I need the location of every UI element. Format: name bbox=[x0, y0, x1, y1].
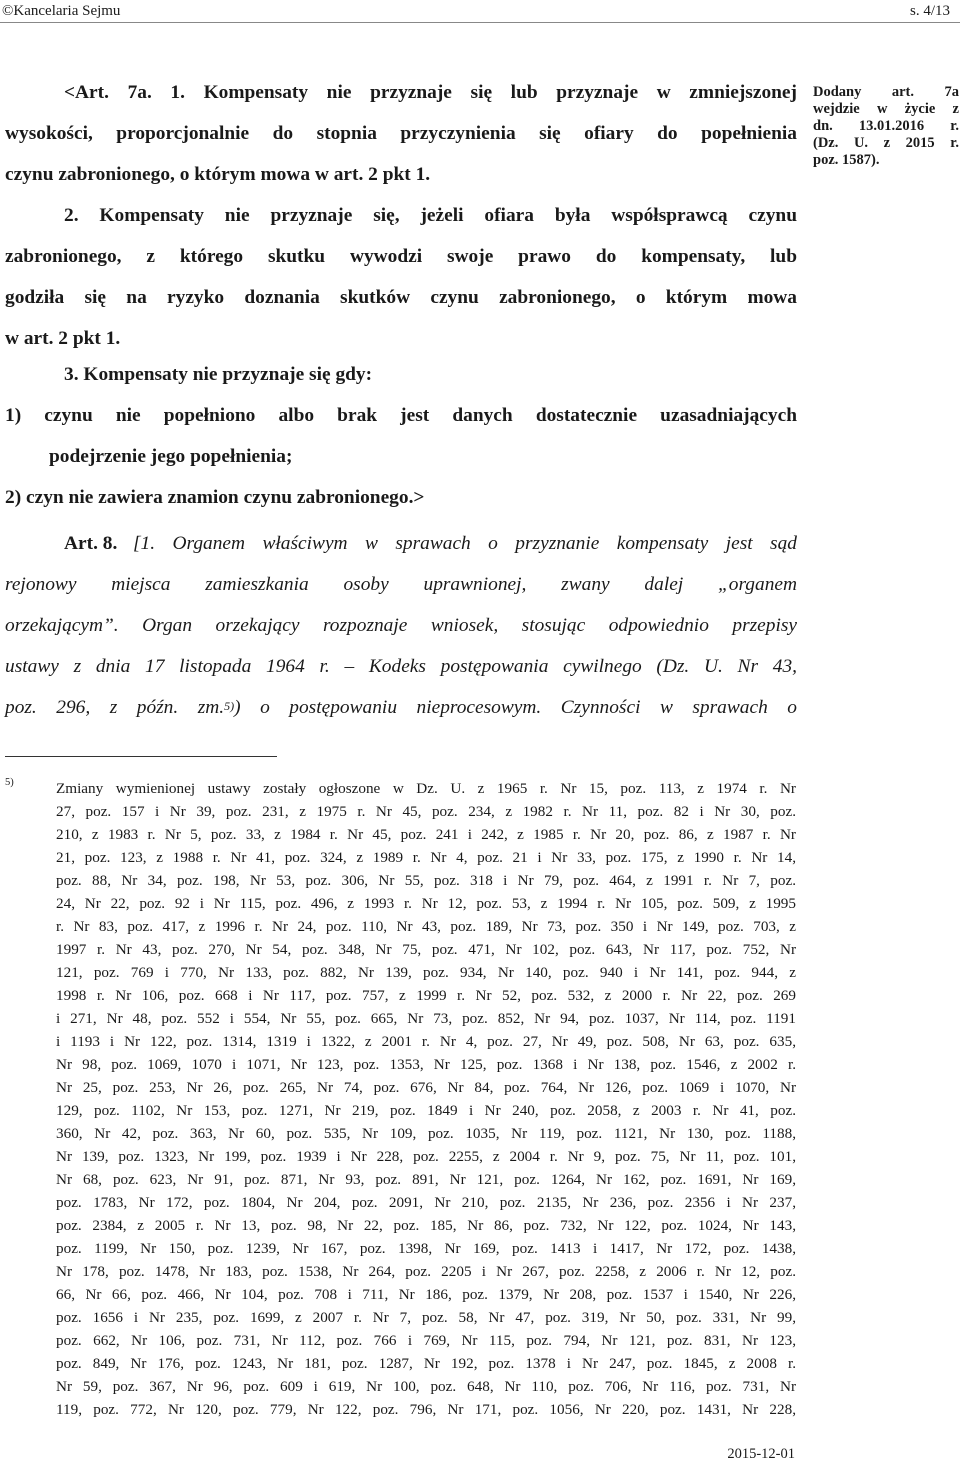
footnote-line: Nr 59, poz. 367, Nr 96, poz. 609 i 619, Nr 100, poz. 648, Nr 110, poz. 706, Nr 116, poz. 731, Nr bbox=[56, 1378, 796, 1395]
footnote-line: poz. 88, Nr 34, poz. 198, Nr 53, poz. 306, Nr 55, poz. 318 i Nr 79, poz. 464, z 1991 r. Nr 7, poz. bbox=[56, 872, 796, 889]
margin-note-line: Dodany art. 7a bbox=[813, 84, 959, 100]
art7a-line: zabronionego, z którego skutku wywodzi swoje prawo do kompensaty, lub bbox=[5, 246, 797, 267]
header-divider bbox=[0, 22, 960, 23]
art8-line-5b: ) o postępowaniu nieprocesowym. Czynności w sprawach o bbox=[234, 697, 797, 718]
footnote-separator bbox=[5, 756, 277, 757]
footnote-line: i 1193 i Nr 122, poz. 1314, 1319 i 1322, z 2001 r. Nr 4, poz. 27, Nr 49, poz. 508, Nr 63, poz. 635, bbox=[56, 1033, 796, 1050]
margin-note-line: (Dz. U. z 2015 r. bbox=[813, 135, 959, 151]
art7a-line: <Art. 7a. 1. Kompensaty nie przyznaje się lub przyznaje w zmniejszonej bbox=[64, 82, 797, 103]
art7a-line: w art. 2 pkt 1. bbox=[5, 328, 121, 349]
footnote-line: poz. 1199, Nr 150, poz. 1239, Nr 167, poz. 1398, Nr 169, poz. 1413 i 1417, Nr 172, poz. 1438, bbox=[56, 1240, 796, 1257]
art8-label: Art. 8. bbox=[64, 533, 118, 554]
art8-line: [1. Organem właściwym w sprawach o przyznanie kompensaty jest sąd bbox=[133, 533, 797, 554]
footnote-line: Nr 178, poz. 1478, Nr 183, poz. 1538, Nr 264, poz. 2205 i Nr 267, poz. 2258, z 2006 r. Nr 12, poz. bbox=[56, 1263, 796, 1280]
art8-line: rejonowy miejsca zamieszkania osoby uprawnionej, zwany dalej „organem bbox=[5, 574, 797, 595]
footnote-line: r. Nr 83, poz. 417, z 1996 r. Nr 24, poz. 110, Nr 43, poz. 189, Nr 73, poz. 350 i Nr 149, poz. 703, z bbox=[56, 918, 796, 935]
footnote-line: Nr 68, poz. 623, Nr 91, poz. 871, Nr 93, poz. 891, Nr 121, poz. 1264, Nr 162, poz. 1691, Nr 169, bbox=[56, 1171, 796, 1188]
art7a-point-2: 2) czyn nie zawiera znamion czynu zabronionego.> bbox=[5, 487, 425, 508]
footnote-line: poz. 1783, Nr 172, poz. 1804, Nr 204, poz. 2091, Nr 210, poz. 2135, Nr 236, poz. 2356 i Nr 237, bbox=[56, 1194, 796, 1211]
footnote-mark: 5) bbox=[5, 777, 14, 788]
art8-line-last bbox=[5, 696, 797, 720]
margin-note-line: dn. 13.01.2016 r. bbox=[813, 118, 959, 134]
header-page-number: s. 4/13 bbox=[909, 3, 950, 19]
footnote-line: 360, Nr 42, poz. 363, Nr 60, poz. 535, Nr 109, poz. 1035, Nr 119, poz. 1121, Nr 130, poz. 1188, bbox=[56, 1125, 796, 1142]
footnote-line: poz. 662, Nr 106, poz. 731, Nr 112, poz. 766 i 769, Nr 115, poz. 794, Nr 121, poz. 831, Nr 123, bbox=[56, 1332, 796, 1349]
margin-note-line: poz. 1587). bbox=[813, 152, 880, 168]
footnote-line: 210, z 1983 r. Nr 5, poz. 33, z 1984 r. Nr 45, poz. 241 i 242, z 1985 r. Nr 20, poz. 86, z 1987 r. Nr bbox=[56, 826, 796, 843]
footnote-line: Nr 98, poz. 1069, 1070 i 1071, Nr 123, poz. 1353, Nr 125, poz. 1368 i Nr 138, poz. 1546, z 2002 r. bbox=[56, 1056, 796, 1073]
footnote-line: 119, poz. 772, Nr 120, poz. 779, Nr 122, poz. 796, Nr 171, poz. 1056, Nr 220, poz. 1431, Nr 228, bbox=[56, 1401, 796, 1418]
art7a-line: godziła się na ryzyko doznania skutków czynu zabronionego, o którym mowa bbox=[5, 287, 797, 308]
footnote-line: poz. 849, Nr 176, poz. 1243, Nr 181, poz. 1287, Nr 192, poz. 1378 i Nr 247, poz. 1845, z 2008 r. bbox=[56, 1355, 796, 1372]
footnote-line: 24, Nr 22, poz. 92 i Nr 115, poz. 496, z 1993 r. Nr 12, poz. 53, z 1994 r. Nr 105, poz. 509, z 1995 bbox=[56, 895, 796, 912]
art7a-point-1: 1) czynu nie popełniono albo brak jest danych dostatecznie uzasadniających bbox=[5, 405, 797, 426]
margin-note-line: wejdzie w życie z bbox=[813, 101, 959, 117]
footnote-line: 121, poz. 769 i 770, Nr 133, poz. 882, Nr 139, poz. 934, Nr 140, poz. 940 i Nr 141, poz. 944, z bbox=[56, 964, 796, 981]
footnote-line: poz. 2384, z 2005 r. Nr 13, poz. 98, Nr 22, poz. 185, Nr 86, poz. 732, Nr 122, poz. 1024, Nr 143, bbox=[56, 1217, 796, 1234]
footnote-line: i 271, Nr 48, poz. 552 i 554, Nr 55, poz. 665, Nr 73, poz. 852, Nr 94, poz. 1037, Nr 114, poz. 1191 bbox=[56, 1010, 796, 1027]
art7a-line: wysokości, proporcjonalnie do stopnia przyczynienia się ofiary do popełnienia bbox=[5, 123, 797, 144]
footnote-line: 1998 r. Nr 106, poz. 668 i Nr 117, poz. 757, z 1999 r. Nr 52, poz. 532, z 2000 r. Nr 22, poz. 269 bbox=[56, 987, 796, 1004]
art7a-point-1-cont: podejrzenie jego popełnienia; bbox=[49, 446, 293, 467]
art7a-line: czynu zabronionego, o którym mowa w art. 2 pkt 1. bbox=[5, 164, 431, 185]
footnote-line: Nr 25, poz. 253, Nr 26, poz. 265, Nr 74, poz. 676, Nr 84, poz. 764, Nr 126, poz. 1069 i 1070, Nr bbox=[56, 1079, 796, 1096]
art7a-line: 2. Kompensaty nie przyznaje się, jeżeli ofiara była współsprawcą czynu bbox=[64, 205, 797, 226]
footnote-line: 27, poz. 157 i Nr 39, poz. 231, z 1975 r. Nr 45, poz. 234, z 1982 r. Nr 11, poz. 82 i Nr 30, poz. bbox=[56, 803, 796, 820]
footnote-line: Nr 139, poz. 1323, Nr 199, poz. 1939 i Nr 228, poz. 2255, z 2004 r. Nr 9, poz. 75, Nr 11, poz. 101, bbox=[56, 1148, 796, 1165]
art7a-line: 3. Kompensaty nie przyznaje się gdy: bbox=[64, 364, 373, 385]
footnote-line: 129, poz. 1102, Nr 153, poz. 1271, Nr 219, poz. 1849 i Nr 240, poz. 2058, z 2003 r. Nr 41, poz. bbox=[56, 1102, 796, 1119]
art8-line: orzekającym”. Organ orzekający rozpoznaje wniosek, stosując odpowiednio przepisy bbox=[5, 615, 797, 636]
footnote-line: 66, Nr 66, poz. 466, Nr 104, poz. 708 i 711, Nr 186, poz. 1379, Nr 208, poz. 1537 i 1540, Nr 226, bbox=[56, 1286, 796, 1303]
footnote-line: 21, poz. 123, z 1988 r. Nr 41, poz. 324, z 1989 r. Nr 4, poz. 21 i Nr 33, poz. 175, z 1990 r. Nr 14, bbox=[56, 849, 796, 866]
margin-note bbox=[813, 84, 959, 169]
footnote-line: 1997 r. Nr 43, poz. 270, Nr 54, poz. 348, Nr 75, poz. 471, Nr 102, poz. 643, Nr 117, poz. 752, Nr bbox=[56, 941, 796, 958]
footer-date: 2015-12-01 bbox=[727, 1446, 795, 1462]
header-copyright: ©Kancelaria Sejmu bbox=[2, 3, 121, 19]
footnote-line: poz. 1656 i Nr 235, poz. 1699, z 2007 r. Nr 7, poz. 58, Nr 47, poz. 319, Nr 50, poz. 331, Nr 99, bbox=[56, 1309, 796, 1326]
art8-line-5a: poz. 296, z późn. zm. bbox=[5, 697, 225, 718]
footnote-ref: 5) bbox=[224, 699, 235, 713]
footnote-line: Zmiany wymienionej ustawy zostały ogłoszone w Dz. U. z 1965 r. Nr 15, poz. 113, z 1974 r. Nr bbox=[56, 780, 796, 797]
art8-line: ustawy z dnia 17 listopada 1964 r. – Kodeks postępowania cywilnego (Dz. U. Nr 43, bbox=[5, 656, 797, 677]
